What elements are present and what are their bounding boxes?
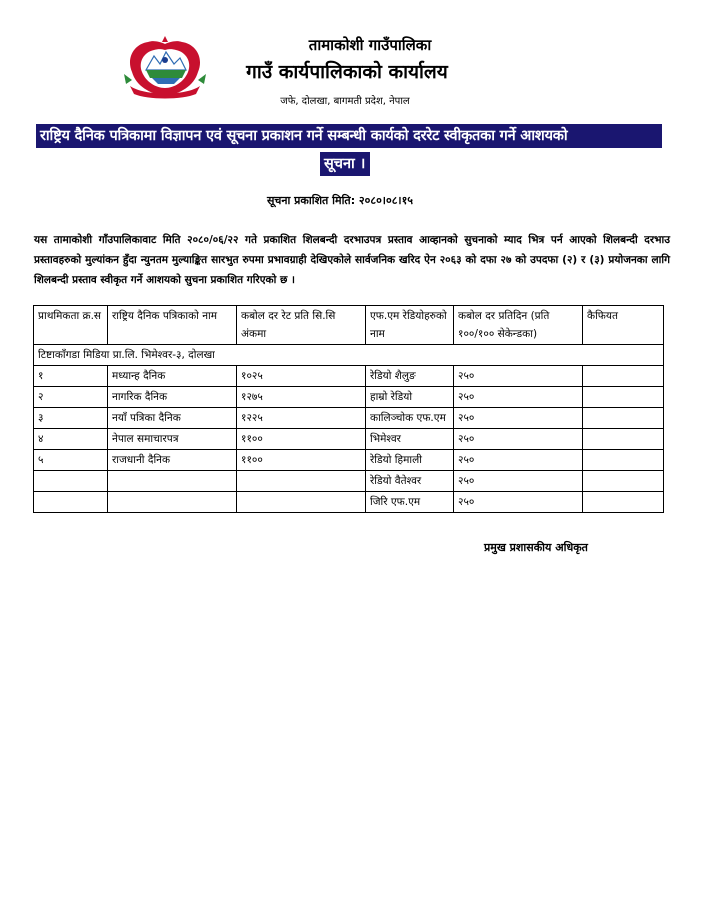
cell-fm-name: रेडियो वैतेश्वर bbox=[366, 471, 454, 492]
municipality-name: तामाकोशी गाउँपालिका bbox=[308, 36, 432, 54]
agency-row bbox=[34, 345, 664, 366]
nepal-emblem-logo bbox=[122, 34, 208, 102]
cell-sn: ४ bbox=[34, 429, 108, 450]
table-row bbox=[34, 387, 664, 408]
table-row bbox=[34, 366, 664, 387]
cell-newspaper: राजधानी दैनिक bbox=[108, 450, 237, 471]
cell-rate: ११०० bbox=[237, 450, 366, 471]
cell-sn bbox=[34, 471, 108, 492]
header-newspaper: राष्ट्रिय दैनिक पत्रिकाको नाम bbox=[108, 306, 237, 345]
cell-remarks bbox=[583, 429, 664, 450]
cell-rate: १२२५ bbox=[237, 408, 366, 429]
cell-newspaper: नयाँ पत्रिका दैनिक bbox=[108, 408, 237, 429]
cell-newspaper: मध्यान्ह दैनिक bbox=[108, 366, 237, 387]
cell-sn bbox=[34, 492, 108, 513]
cell-fm-rate: २५० bbox=[454, 366, 583, 387]
cell-newspaper bbox=[108, 471, 237, 492]
cell-sn: १ bbox=[34, 366, 108, 387]
signatory-title: प्रमुख प्रशासकीय अधिकृत bbox=[484, 541, 588, 554]
cell-rate bbox=[237, 492, 366, 513]
table-header-row bbox=[34, 306, 664, 345]
cell-newspaper bbox=[108, 492, 237, 513]
header-fm-name: एफ.एम रेडियोहरुको नाम bbox=[366, 306, 454, 345]
cell-fm-rate: २५० bbox=[454, 471, 583, 492]
notice-title-line-2: सूचना । bbox=[320, 152, 370, 176]
cell-remarks bbox=[583, 492, 664, 513]
office-address: जफे, दोलखा, बागमती प्रदेश, नेपाल bbox=[280, 96, 410, 107]
cell-fm-name: भिमेश्वर bbox=[366, 429, 454, 450]
table-row bbox=[34, 429, 664, 450]
cell-remarks bbox=[583, 471, 664, 492]
cell-fm-name: रेडियो शैलुङ bbox=[366, 366, 454, 387]
header-rate: कबोल दर रेट प्रति सि.सि अंकमा bbox=[237, 306, 366, 345]
publish-date: सूचना प्रकाशित मिति: २०८०।०८।१५ bbox=[266, 194, 414, 207]
rate-table bbox=[33, 305, 664, 513]
cell-remarks bbox=[583, 408, 664, 429]
cell-rate bbox=[237, 471, 366, 492]
cell-fm-rate: २५० bbox=[454, 387, 583, 408]
notice-title-line-1: राष्ट्रिय दैनिक पत्रिकामा विज्ञापन एवं सूचना प्रकाशन गर्ने सम्बन्धी कार्यको दररेट स्वीकृतका गर्ने आशयको bbox=[36, 124, 662, 148]
table-row bbox=[34, 492, 664, 513]
cell-fm-name: जिरि एफ.एम bbox=[366, 492, 454, 513]
table-row bbox=[34, 450, 664, 471]
cell-sn: ५ bbox=[34, 450, 108, 471]
cell-remarks bbox=[583, 387, 664, 408]
cell-fm-name: हाम्रो रेडियो bbox=[366, 387, 454, 408]
cell-fm-name: रेडियो हिमाली bbox=[366, 450, 454, 471]
cell-rate: १२७५ bbox=[237, 387, 366, 408]
cell-fm-rate: २५० bbox=[454, 492, 583, 513]
table-row bbox=[34, 471, 664, 492]
office-name: गाउँ कार्यपालिकाको कार्यालय bbox=[246, 61, 448, 83]
cell-remarks bbox=[583, 450, 664, 471]
cell-sn: २ bbox=[34, 387, 108, 408]
header-sn: प्राथमिकता क्र.स bbox=[34, 306, 108, 345]
cell-newspaper: नागरिक दैनिक bbox=[108, 387, 237, 408]
table-row bbox=[34, 408, 664, 429]
cell-fm-rate: २५० bbox=[454, 429, 583, 450]
cell-rate: ११०० bbox=[237, 429, 366, 450]
cell-newspaper: नेपाल समाचारपत्र bbox=[108, 429, 237, 450]
cell-remarks bbox=[583, 366, 664, 387]
cell-fm-name: कालिञ्चोक एफ.एम bbox=[366, 408, 454, 429]
cell-fm-rate: २५० bbox=[454, 408, 583, 429]
agency-name: टिष्टाकाँगडा मिडिया प्रा.लि. भिमेश्वर-३, दोलखा bbox=[34, 345, 664, 366]
cell-fm-rate: २५० bbox=[454, 450, 583, 471]
header-fm-rate: कबोल दर प्रतिदिन (प्रति १००/१०० सेकेन्डका) bbox=[454, 306, 583, 345]
notice-body: यस तामाकोशी गाँउपालिकावाट मिति २०८०/०६/२२ गते प्रकाशित शिलबन्दी दरभाउपत्र प्रस्ताव आव्हानको सुचनाको म्याद भित्र पर्न आएको शिलबन्दी दरभाउ प्रस्तावहरुको मुल्यांकन हुँदा न्युनतम मुल्याङ्कित सारभुत रुपमा प्रभावग्राही देखिएकोले सार्वजनिक खरिद ऐन २०६३ को दफा २७ को उपदफा (२) र (३) प्रयोजनका लागि शिलबन्दी प्रस्ताव स्वीकृत गर्ने आशयको सुचना प्रकाशित गरिएको छ । bbox=[34, 234, 670, 286]
cell-rate: १०२५ bbox=[237, 366, 366, 387]
cell-sn: ३ bbox=[34, 408, 108, 429]
header-remarks: कैफियत bbox=[583, 306, 664, 345]
